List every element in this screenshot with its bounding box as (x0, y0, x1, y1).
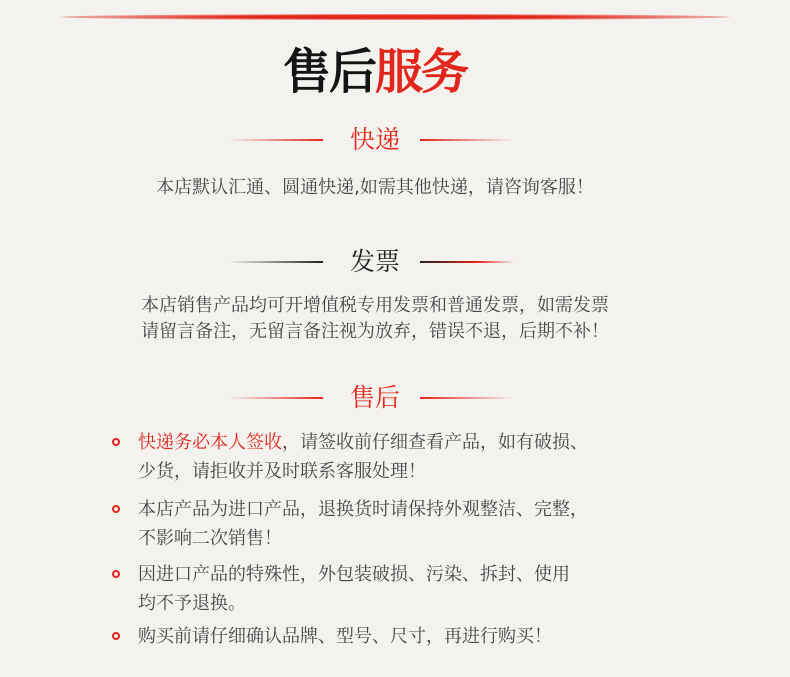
invoice-text-line-2: 请留言备注，无留言备注视为放弃，错误不退，后期不补！ (141, 321, 609, 342)
circle-bullet-icon (112, 570, 120, 578)
section-heading-invoice (0, 242, 750, 282)
circle-bullet-icon (112, 438, 120, 446)
item-text-line-2: 均不予退换。 (138, 593, 246, 614)
heading-label-express: 快递 (349, 125, 400, 154)
invoice-text-line-1: 本店销售产品均可开增值税专用发票和普通发票，如需发票 (141, 295, 609, 316)
section-heading-aftersale (0, 378, 750, 418)
heading-label-aftersale: 售后 (349, 383, 400, 412)
heading-line-right (420, 261, 515, 263)
express-text: 本店默认汇通、圆通快递,如需其他快递，请咨询客服！ (156, 177, 594, 198)
item-text-line-2: 少货，请拒收并及时联系客服处理！ (138, 461, 426, 482)
top-accent-bar (60, 14, 730, 20)
heading-label-invoice: 发票 (349, 247, 400, 276)
title-part-red: 服务 (375, 44, 468, 100)
heading-line-right (420, 397, 515, 399)
item-text-line-1: 购买前请仔细确认品牌、型号、尺寸，再进行购买！ (138, 626, 552, 647)
item-text-line-1: ，请签收前仔细查看产品，如有破损、 (282, 432, 588, 453)
item-text-line-1: 因进口产品的特殊性，外包装破损、污染、拆封、使用 (138, 564, 570, 585)
highlight-text: 快递务必本人签收 (138, 432, 282, 453)
item-text-line-1: 本店产品为进口产品，退换货时请保持外观整洁、完整， (138, 499, 588, 520)
item-text-line-2: 不影响二次销售！ (138, 528, 282, 549)
page-title (0, 42, 750, 102)
circle-bullet-icon (112, 632, 120, 640)
title-part-dark: 售后 (282, 44, 375, 100)
circle-bullet-icon (112, 505, 120, 513)
section-heading-express (0, 120, 750, 160)
heading-line-right (420, 139, 515, 141)
